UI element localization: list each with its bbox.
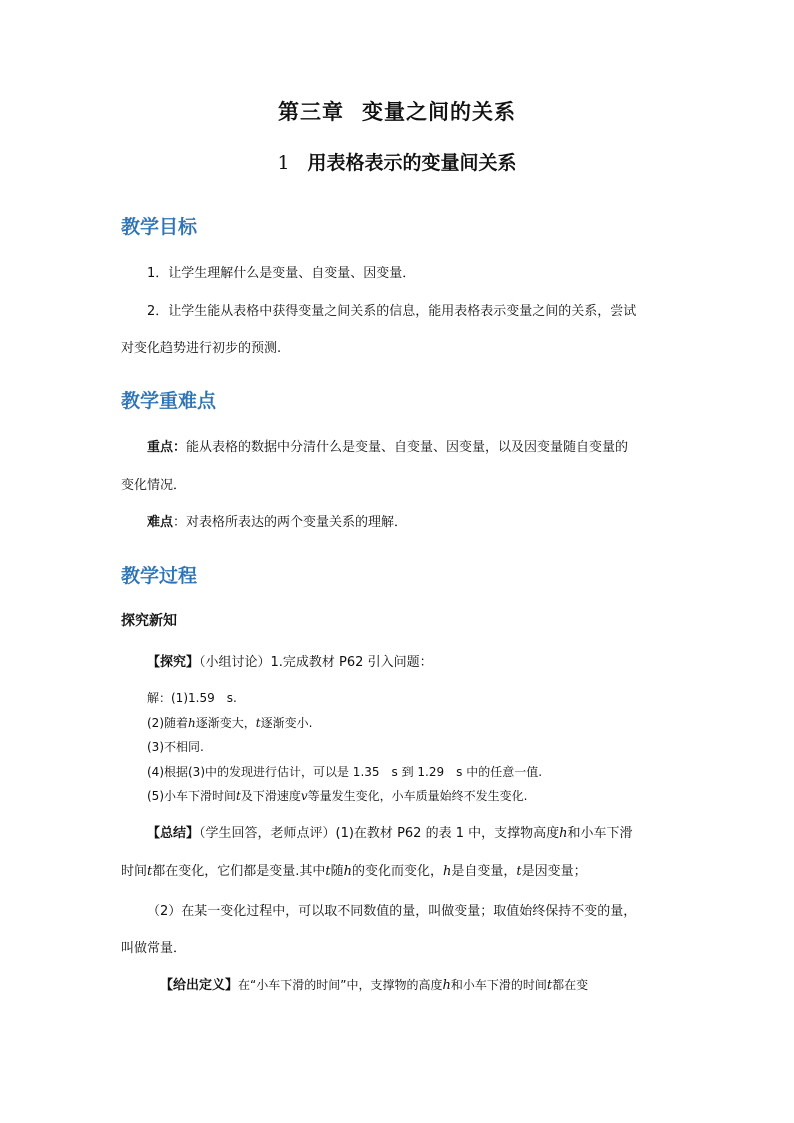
section-name: 用表格表示的变量间关系 <box>307 152 517 174</box>
point2-line1: （2）在某一变化过程中，可以取不同数值的量，叫做变量；取值始终保持不变的量， <box>147 904 637 919</box>
goal-item-1: 1．让学生理解什么是变量、自变量、因变量． <box>147 266 416 281</box>
solution-2-b: 逐渐变大， <box>195 716 256 730</box>
definition-a: 在“小车下滑的时间”中，支撑物的高度 <box>238 978 443 992</box>
key-point-text: 能从表格的数据中分清什么是变量、自变量、因变量，以及因变量随自变量的 <box>186 440 629 455</box>
explore-label: 【探究】 <box>147 655 200 670</box>
summary-label: 【总结】 <box>147 826 200 841</box>
var-t: t <box>236 789 241 803</box>
summary-line1 <box>147 826 633 842</box>
var-t: t <box>325 864 331 879</box>
summary-line2 <box>121 864 587 880</box>
heading-goals: 教学目标 <box>121 216 198 238</box>
summary-a: （学生回答，老师点评）(1)在教材 P62 的表 1 中，支撑物高度 <box>199 826 560 841</box>
solution-5-b: 及下滑速度 <box>240 789 301 803</box>
solution-4: (4)根据(3)中的发现进行估计，可以是 1.35 s 到 1.29 s 中的任意一值. <box>147 765 543 779</box>
chapter-number: 第三章 <box>278 100 344 124</box>
solution-2-a: (2)随着 <box>147 716 188 730</box>
solution-5-c: 等量发生变化，小车质量始终不发生变化. <box>307 789 528 803</box>
section-title <box>0 148 794 175</box>
summary2-c: 随 <box>330 864 344 879</box>
var-t: t <box>255 716 261 730</box>
solution-2 <box>147 714 312 731</box>
heading-keypoints: 教学重难点 <box>121 390 217 412</box>
point2-line2: 叫做常量． <box>121 941 187 956</box>
solution-1: 解：(1)1.59 s. <box>147 691 237 705</box>
solution-3: (3)不相同. <box>147 740 204 754</box>
explore-text: （小组讨论）1.完成教材 P62 引入问题： <box>199 655 433 670</box>
chapter-title <box>0 96 794 126</box>
definition-label: 【给出定义】 <box>160 978 239 993</box>
chapter-name: 变量之间的关系 <box>362 100 516 124</box>
heading-process: 教学过程 <box>121 565 198 587</box>
var-t: t <box>516 864 522 879</box>
key-point-label: 重点： <box>147 440 187 455</box>
summary-b: 和小车下滑 <box>567 826 633 841</box>
var-h: h <box>188 716 196 730</box>
var-h: h <box>559 826 568 841</box>
goal-item-2-line1: 2．让学生能从表格中获得变量之间关系的信息，能用表格表示变量之间的关系，尝试 <box>147 304 637 319</box>
solution-2-c: 逐渐变小. <box>260 716 313 730</box>
section-number: 1 <box>277 152 290 174</box>
var-t: t <box>147 864 153 879</box>
var-h: h <box>343 864 353 879</box>
difficult-point-text: ：对表格所表达的两个变量关系的理解． <box>173 515 408 530</box>
var-t: t <box>546 978 553 993</box>
key-point-line1 <box>147 440 628 456</box>
var-v: v <box>300 789 308 803</box>
summary2-f: 是因变量； <box>521 864 587 879</box>
key-point-line2: 变化情况． <box>121 478 187 493</box>
var-h: h <box>443 864 452 879</box>
solution-5-a: (5)小车下滑时间 <box>147 789 236 803</box>
goal-item-2-line2: 对变化趋势进行初步的预测. <box>121 341 282 356</box>
definition-line <box>160 977 588 994</box>
difficult-point-label: 难点 <box>147 515 174 530</box>
summary2-e: 是自变量， <box>451 864 517 879</box>
summary2-b: 都在变化，它们都是变量.其中 <box>152 864 326 879</box>
subheading-explore: 探究新知 <box>121 613 177 629</box>
definition-c: 都在变 <box>552 978 589 992</box>
explore-line <box>147 655 433 671</box>
summary2-d: 的变化而变化， <box>352 864 444 879</box>
difficult-point <box>147 515 407 531</box>
summary2-a: 时间 <box>121 864 148 879</box>
definition-b: 和小车下滑的时间 <box>450 978 547 992</box>
solution-5 <box>147 787 527 804</box>
var-h: h <box>442 978 451 993</box>
